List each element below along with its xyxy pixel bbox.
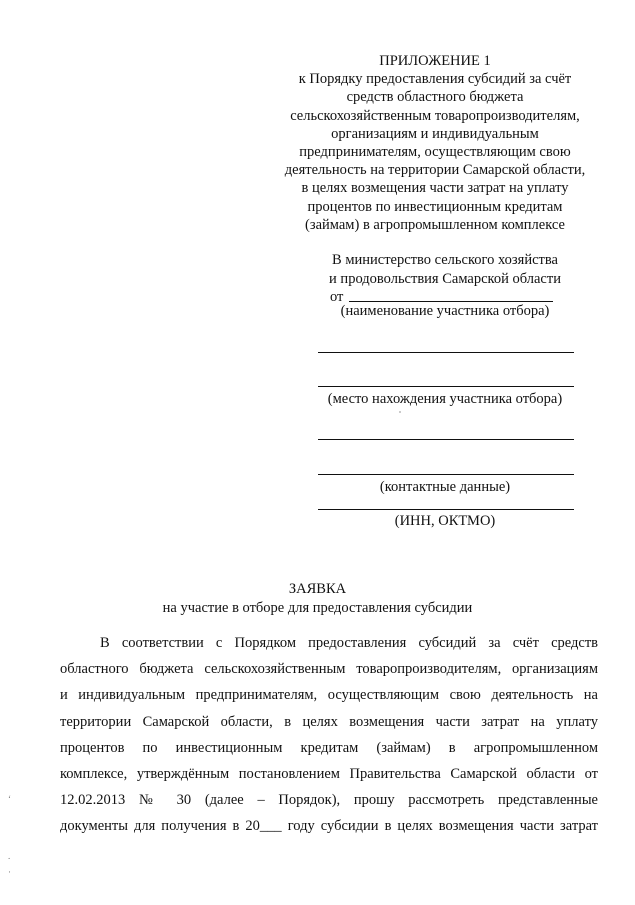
appendix-line: (займам) в агропромышленном комплексе xyxy=(305,216,565,233)
scan-margin-mark: . xyxy=(8,851,11,861)
application-heading: ЗАЯВКА xyxy=(288,581,347,597)
body-line: комплексе, утверждённым постановлением Правительства Самарской области от xyxy=(60,766,598,783)
appendix-line: средств областного бюджета xyxy=(346,89,524,106)
appendix-line: в целях возмещения части затрат на уплату xyxy=(301,180,569,197)
application-title-block xyxy=(0,580,635,618)
application-subheading: на участие в отборе для предоставления субсидии xyxy=(162,600,473,616)
participant-name-caption: (наименование участника отбора) xyxy=(340,303,550,319)
scan-margin-mark: ‘ xyxy=(8,794,11,804)
body-line: и индивидуальным предпринимателям, осуществляющим свою деятельность на xyxy=(60,687,598,704)
contact-data-caption: (контактные данные) xyxy=(379,479,511,495)
appendix-line: деятельность на территории Самарской области, xyxy=(284,162,586,179)
appendix-title: ПРИЛОЖЕНИЕ 1 xyxy=(379,53,491,69)
location-field-line-1[interactable] xyxy=(318,352,574,353)
body-line: документы для получения в 20___ году субсидии в целях возмещения части затрат xyxy=(60,818,598,835)
from-label: от xyxy=(330,289,344,305)
participant-location-caption: (место нахождения участника отбора) xyxy=(327,391,563,407)
scan-speck xyxy=(399,411,401,413)
appendix-line: процентов по инвестиционным кредитам xyxy=(307,198,563,215)
appendix-header xyxy=(270,52,600,234)
appendix-line: организациям и индивидуальным xyxy=(331,125,539,142)
appendix-line: предпринимателям, осуществляющим свою xyxy=(299,144,571,161)
contact-field-line-1[interactable] xyxy=(318,439,574,440)
body-line: областного бюджета сельскохозяйственным товаропроизводителям, организациям xyxy=(60,661,598,678)
appendix-line: сельскохозяйственным товаропроизводителям, xyxy=(290,107,580,124)
body-paragraph xyxy=(60,630,598,840)
body-line: территории Самарской области, в целях возмещения части затрат на уплату xyxy=(60,713,598,730)
location-field-line-2[interactable] xyxy=(318,386,574,387)
body-line: 12.02.2013 № 30 (далее – Порядок), прошу рассмотреть представленные xyxy=(60,792,598,809)
recipient-line-2: и продовольствия Самарской области xyxy=(329,270,561,287)
recipient-line-1: В министерство сельского хозяйства xyxy=(332,252,558,268)
contact-field-line-2[interactable] xyxy=(318,474,574,475)
recipient-block xyxy=(300,251,590,288)
appendix-line: к Порядку предоставления субсидий за счёт xyxy=(298,71,572,88)
body-line: процентов по инвестиционным кредитам (займам) в агропромышленном xyxy=(60,739,598,756)
inn-oktmo-caption: (ИНН, ОКТМО) xyxy=(394,513,496,529)
participant-name-field[interactable] xyxy=(349,287,553,302)
inn-oktmo-field-line[interactable] xyxy=(318,509,574,510)
body-line: В соответствии с Порядком предоставления субсидий за счёт средств xyxy=(100,635,598,651)
scan-margin-mark: · xyxy=(8,867,11,877)
